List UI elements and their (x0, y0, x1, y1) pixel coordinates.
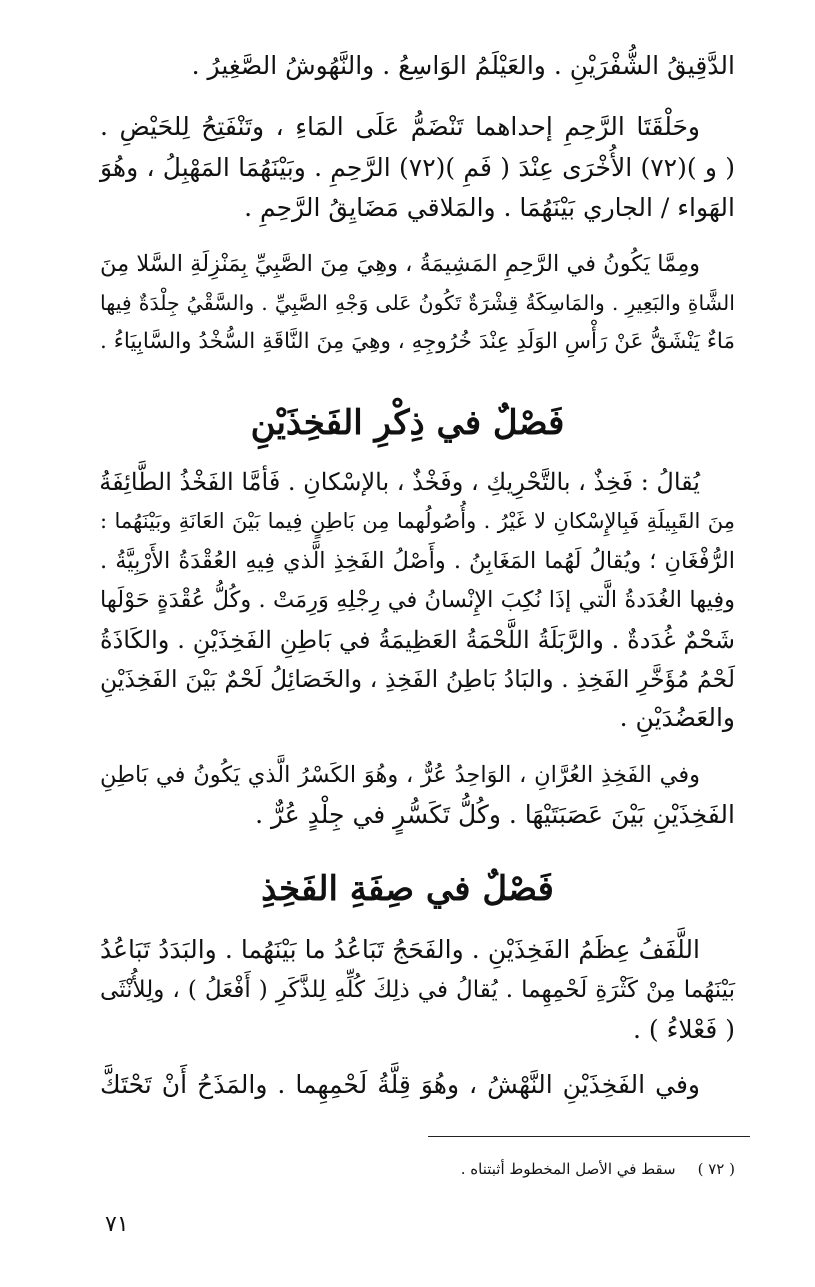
text-line: وفي الفَخِذَيْنِ النَّهْشُ ، وهُوَ قِلَّةُ لَحْمِهِما . والمَذَحُ أَنْ تَحْتَكَّ (100, 1070, 700, 1099)
text-line: الهَواء / الجاري بَيْنَهُمَا . والمَلاقي مَضَايِقُ الرَّحِمِ . (244, 193, 735, 222)
text-line: ( و )(٧٢) الأُخْرَى عِنْدَ ( فَمِ )(٧٢) الرَّحِمِ . وبَيْنَهُمَا المَهْبِلُ ، وهُوَ (100, 153, 735, 182)
text-line: ( فَعْلاءُ ) . (633, 1015, 735, 1044)
text-line: اللَّفَفُ عِظَمُ الفَخِذَيْنِ . والفَحَجُ تَبَاعُدُ ما بَيْنَهُما . والبَدَدُ تَبَاعُدُ (100, 935, 700, 964)
text-line: والعَضُدَيْنِ . (619, 703, 735, 732)
text-line: مِنَ القَبِيلَةِ فَبِالإِسْكانِ لا غَيْرُ . وأُصُولُهما مِن بَاطِنٍ فِيما بَيْنَ العَانَةِ وبَيْنَهُما : (100, 509, 735, 533)
text-line: الفَخِذَيْنِ بَيْنَ عَصَبَتَيْهَا . وكُلُّ تَكَسُّرٍ في جِلْدٍ عُرٌّ . (255, 800, 735, 829)
text-line: وفِيها الغُدَدةُ الَّتي إذَا نُكِبَ الإِنْسانُ في رِجْلِهِ وَرِمَتْ . وكُلُّ عُقْدَةٍ حَوْلَها (100, 587, 735, 613)
text-line: شَحْمٌ غُدَدةٌ . والرَّبَلَةُ اللَّحْمَةُ العَظِيمَةُ في بَاطِنِ الفَخِذَيْنِ . والكَاذَةُ (100, 626, 735, 654)
text-line: يُقالُ : فَخِذٌ ، بالتَّحْرِيكِ ، وفَخْذٌ ، بالإسْكانِ . فَأمَّا الفَخْذُ الطَّائِفَةُ (99, 468, 700, 496)
footnote-number: ( ٧٢ ) (697, 1160, 735, 1178)
footnote-text: سقط في الأصل المخطوط أثبتناه . (460, 1160, 676, 1178)
text-line: بَيْنَهُما مِنْ كَثْرَةِ لَحْمِهِما . يُقالُ في ذلِكَ كُلِّهِ لِلذَّكَرِ ( أَفْعَلُ ) ، ولِلأُنْثَى (100, 977, 735, 1003)
text-line: ومِمَّا يَكُونُ في الرَّحِمِ المَشِيمَةُ ، وهِيَ مِنَ الصَّبِيِّ بِمَنْزِلَةِ السَّلا مِنَ (100, 251, 700, 277)
section-heading: فَصْلٌ في ذِكْرِ الفَخِذَيْنِ (250, 403, 565, 443)
text-line: وفي الفَخِذِ العُرَّانِ ، الوَاحِدُ عُرٌّ ، وهُوَ الكَسْرُ الَّذي يَكُونُ في بَاطِنِ (100, 762, 700, 788)
footnote-rule (428, 1136, 750, 1137)
text-line: الدَّقِيقُ الشُّفْرَيْنِ . والعَيْلَمُ الوَاسِعُ . والنَّهُوشُ الصَّغِيرُ . (191, 51, 735, 80)
page-number: ٧١ (105, 1212, 129, 1237)
text-line: الرُّفْغَانِ ؛ ويُقالُ لَهُما المَغَابِنُ . وأَصْلُ الفَخِذِ الَّذي فِيهِ العُقْدَةُ الأَرْبِيَّةُ . (100, 548, 735, 574)
text-line: مَاءٌ يَنْشَقُّ عَنْ رَأْسِ الوَلَدِ عِنْدَ خُرُوجِهِ ، وهِيَ مِنَ النَّاقَةِ السُّخْدُ والسَّابِيَاءُ . (100, 329, 735, 354)
text-line: لَحْمُ مُؤَخَّرِ الفَخِذِ . والبَادُ بَاطِنُ الفَخِذِ ، والخَصَائِلُ لَحْمٌ بَيْنَ الفَخِذَيْنِ (100, 665, 735, 693)
footnote (461, 1158, 735, 1180)
text-line: الشَّاةِ والبَعِيرِ . والمَاسِكَةُ قِشْرَةٌ تَكُونُ عَلى وَجْهِ الصَّبِيِّ . والسَّقْيُ جِلْدَةٌ فِيها (100, 291, 735, 315)
section-heading: فَصْلٌ في صِفَةِ الفَخِذِ (261, 869, 554, 909)
text-line: وحَلْقَتَا الرَّحِمِ إحداهما تَنْضَمُّ عَلَى المَاءِ ، وتَنْفَتِحُ لِلحَيْضِ . (100, 112, 700, 141)
